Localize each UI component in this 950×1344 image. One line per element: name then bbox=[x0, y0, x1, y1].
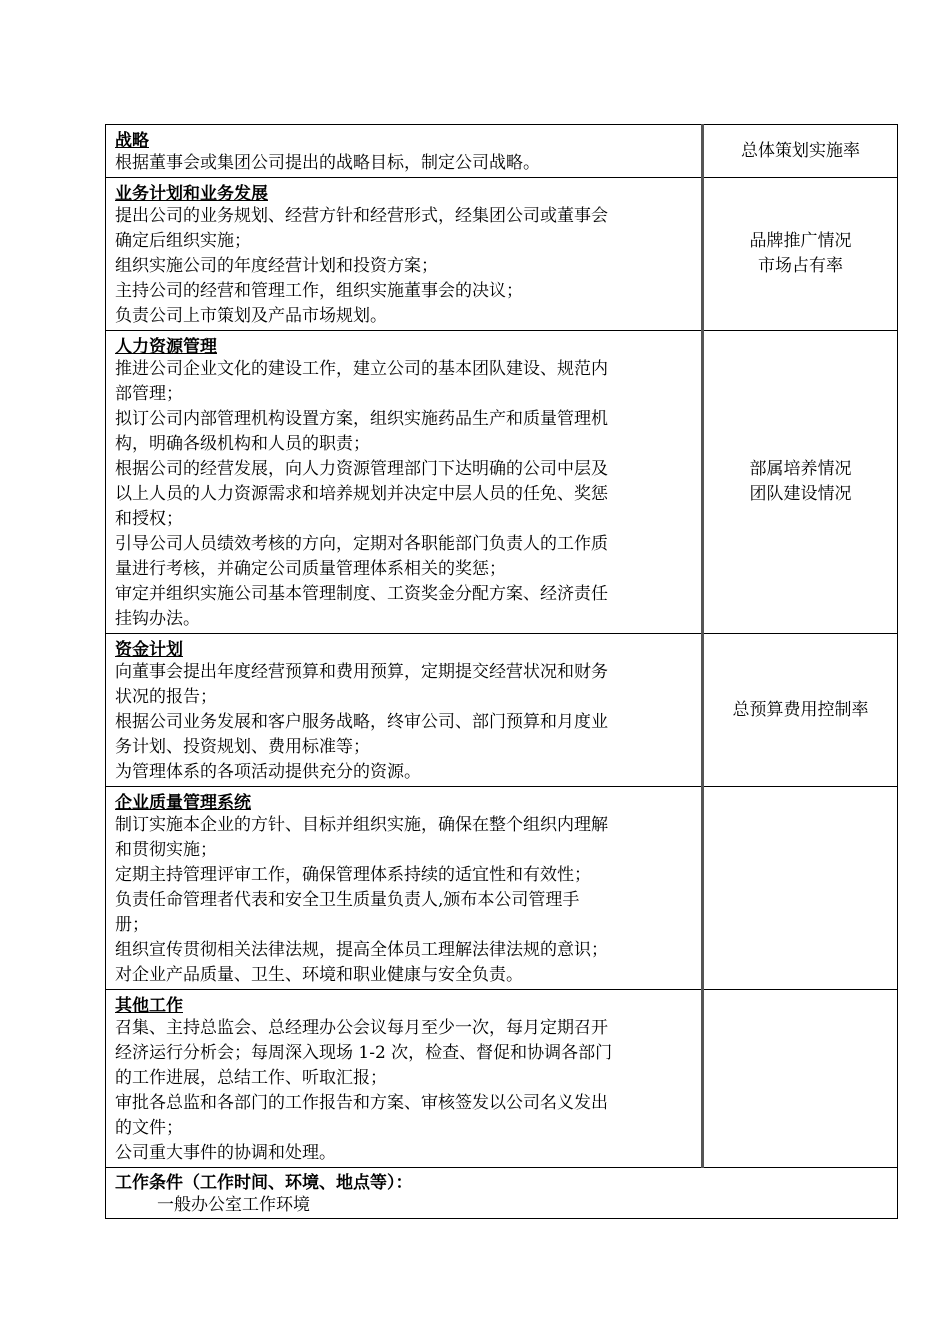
section-line: 对企业产品质量、卫生、环境和职业健康与安全负责。 bbox=[115, 965, 523, 985]
work-conditions-cell bbox=[106, 1168, 898, 1219]
duties-table bbox=[105, 124, 898, 1219]
section-row-hr bbox=[106, 331, 898, 634]
section-kpi-cell bbox=[703, 331, 898, 634]
section-description bbox=[106, 787, 703, 990]
section-line: 构，明确各级机构和人员的职责； bbox=[115, 434, 370, 454]
section-kpi-cell bbox=[703, 990, 898, 1168]
kpi-item: 总体策划实施率 bbox=[741, 140, 860, 161]
section-kpi-cell bbox=[703, 787, 898, 990]
kpi-item: 部属培养情况 bbox=[749, 459, 852, 479]
section-line: 务计划、投资规划、费用标准等； bbox=[115, 737, 370, 757]
section-title: 其他工作 bbox=[115, 996, 183, 1016]
section-line: 引导公司人员绩效考核的方向，定期对各职能部门负责人的工作质 bbox=[115, 534, 608, 554]
section-kpi-cell bbox=[703, 634, 898, 787]
section-line: 组织宣传贯彻相关法律法规，提高全体员工理解法律法规的意识； bbox=[115, 940, 608, 960]
section-line: 确定后组织实施； bbox=[115, 231, 251, 251]
section-line: 部管理； bbox=[115, 384, 183, 404]
section-line: 以上人员的人力资源需求和培养规划并决定中层人员的任免、奖惩 bbox=[115, 484, 608, 504]
work-conditions-row bbox=[106, 1168, 898, 1219]
section-title: 资金计划 bbox=[115, 640, 183, 660]
section-line: 公司重大事件的协调和处理。 bbox=[115, 1143, 336, 1163]
section-line: 根据董事会或集团公司提出的战略目标，制定公司战略。 bbox=[115, 153, 540, 173]
section-description bbox=[106, 331, 703, 634]
section-line: 状况的报告； bbox=[115, 687, 217, 707]
section-line: 推进公司企业文化的建设工作，建立公司的基本团队建设、规范内 bbox=[115, 359, 608, 379]
section-kpi-cell bbox=[703, 125, 898, 178]
section-line: 制订实施本企业的方针、目标并组织实施，确保在整个组织内理解 bbox=[115, 815, 608, 835]
section-kpi-cell bbox=[703, 178, 898, 331]
section-line: 的文件； bbox=[115, 1118, 183, 1138]
section-description bbox=[106, 178, 703, 331]
section-line: 组织实施公司的年度经营计划和投资方案； bbox=[115, 256, 438, 276]
section-line: 为管理体系的各项活动提供充分的资源。 bbox=[115, 762, 421, 782]
section-line: 的工作进展，总结工作、听取汇报； bbox=[115, 1068, 387, 1088]
section-line: 挂钩办法。 bbox=[115, 609, 200, 629]
section-description bbox=[106, 634, 703, 787]
section-line: 量进行考核，并确定公司质量管理体系相关的奖惩； bbox=[115, 559, 506, 579]
work-conditions-title: 工作条件（工作时间、环境、地点等）： bbox=[115, 1173, 413, 1193]
section-row-quality bbox=[106, 787, 898, 990]
section-line: 审定并组织实施公司基本管理制度、工资奖金分配方案、经济责任 bbox=[115, 584, 608, 604]
section-line: 根据公司的经营发展，向人力资源管理部门下达明确的公司中层及 bbox=[115, 459, 608, 479]
section-description bbox=[106, 125, 703, 178]
section-line: 根据公司业务发展和客户服务战略，终审公司、部门预算和月度业 bbox=[115, 712, 608, 732]
kpi-item: 品牌推广情况 bbox=[749, 231, 852, 251]
section-row-funding bbox=[106, 634, 898, 787]
kpi-item: 团队建设情况 bbox=[749, 484, 852, 504]
section-line: 拟订公司内部管理机构设置方案，组织实施药品生产和质量管理机 bbox=[115, 409, 608, 429]
section-line: 负责任命管理者代表和安全卫生质量负责人,颁布本公司管理手 bbox=[115, 890, 580, 910]
kpi-item: 市场占有率 bbox=[758, 256, 843, 276]
section-description bbox=[106, 990, 703, 1168]
section-line: 和贯彻实施； bbox=[115, 840, 217, 860]
section-line: 负责公司上市策划及产品市场规划。 bbox=[115, 306, 387, 326]
duties-sheet bbox=[105, 124, 898, 1219]
kpi-item: 总预算费用控制率 bbox=[732, 699, 869, 720]
section-line: 提出公司的业务规划、经营方针和经营形式，经集团公司或董事会 bbox=[115, 206, 608, 226]
section-line: 册； bbox=[115, 915, 149, 935]
section-title: 战略 bbox=[115, 131, 149, 151]
section-line: 审批各总监和各部门的工作报告和方案、审核签发以公司名义发出 bbox=[115, 1093, 608, 1113]
section-row-other bbox=[106, 990, 898, 1168]
section-line: 经济运行分析会；每周深入现场 1-2 次，检查、督促和协调各部门 bbox=[115, 1043, 613, 1063]
section-line: 定期主持管理评审工作，确保管理体系持续的适宜性和有效性； bbox=[115, 865, 591, 885]
section-title: 人力资源管理 bbox=[115, 337, 217, 357]
section-title: 企业质量管理系统 bbox=[115, 793, 251, 813]
section-row-business-plan bbox=[106, 178, 898, 331]
section-line: 召集、主持总监会、总经理办公会议每月至少一次，每月定期召开 bbox=[115, 1018, 608, 1038]
section-title: 业务计划和业务发展 bbox=[115, 184, 268, 204]
section-row-strategy bbox=[106, 125, 898, 178]
section-line: 主持公司的经营和管理工作，组织实施董事会的决议； bbox=[115, 281, 523, 301]
work-conditions-text: 一般办公室工作环境 bbox=[157, 1195, 310, 1215]
section-line: 和授权； bbox=[115, 509, 183, 529]
section-line: 向董事会提出年度经营预算和费用预算，定期提交经营状况和财务 bbox=[115, 662, 608, 682]
